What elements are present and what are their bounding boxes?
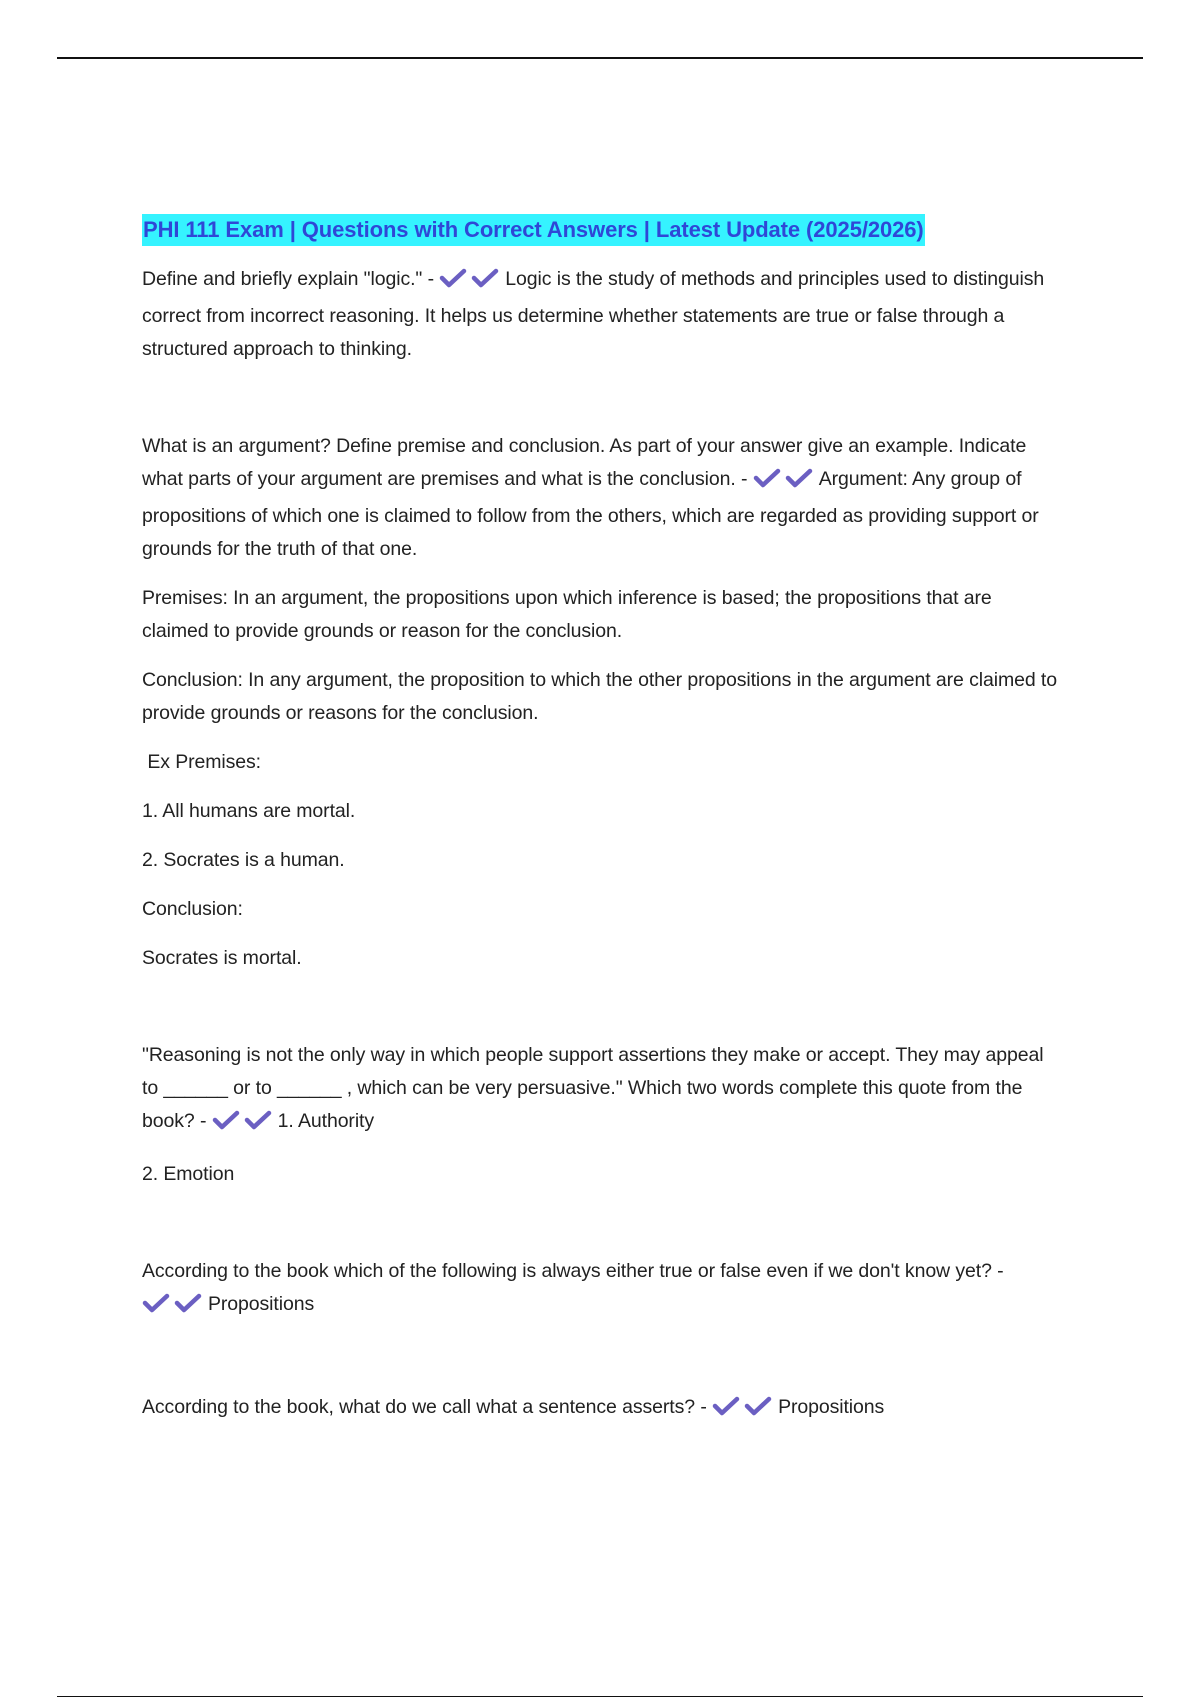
check-pair [439,267,503,300]
list-item: 1. All humans are mortal. [142,800,356,822]
answer-text: Propositions [778,1396,885,1418]
qa-item [142,430,1062,566]
check-pair [212,1109,276,1142]
checkmark-icon [744,1395,772,1417]
paragraph: Socrates is mortal. [142,947,302,969]
answer-text: Logic is the study of methods and principles used to distinguish correct from incorrect reasoning. It helps us determine whether statements are true or false through a structured approach to thinking. [142,268,1045,360]
question-text: According to the book which of the following is always either true or false even if we don't know yet? - [142,1260,1004,1282]
question-text: What is an argument? Define premise and conclusion. As part of your answer give an example. Indicate what parts of your argument are premises and what is the conclusion. - [142,435,1027,490]
header-rule [57,57,1143,59]
paragraph: Ex Premises: [142,751,261,773]
document-body [142,214,1062,1428]
question-text: "Reasoning is not the only way in which people support assertions they make or accept. They may appeal to ______ or to ______ , which can be very persuasive." Which two words complete this quote from the book? - [142,1044,1044,1132]
checkmark-icon [212,1109,240,1131]
check-pair [142,1292,206,1325]
document-title: PHI 111 Exam | Questions with Correct Answers | Latest Update (2025/2026) [142,214,925,246]
question-text: Define and briefly explain "logic." - [142,268,434,290]
qa-item [142,1255,1062,1325]
list-item: 2. Socrates is a human. [142,849,345,871]
checkmark-icon [244,1109,272,1131]
qa-item [142,1391,1062,1428]
checkmark-icon [471,267,499,289]
checkmark-icon [712,1395,740,1417]
checkmark-icon [439,267,467,289]
qa-item [142,263,1062,366]
answer-text: Propositions [208,1293,315,1315]
footer-rule [57,1696,1143,1697]
checkmark-icon [174,1292,202,1314]
checkmark-icon [753,467,781,489]
list-item: 2. Emotion [142,1163,235,1185]
check-pair [753,467,817,500]
question-text: According to the book, what do we call what a sentence asserts? - [142,1396,707,1418]
answer-text: Argument: Any group of propositions of which one is claimed to follow from the others, which are regarded as providing support or grounds for the truth of that one. [142,468,1039,560]
check-pair [712,1395,776,1428]
paragraph: Premises: In an argument, the propositions upon which inference is based; the propositions that are claimed to provide grounds or reason for the conclusion. [142,587,992,642]
paragraph: Conclusion: [142,898,243,920]
checkmark-icon [785,467,813,489]
qa-item [142,1039,1062,1142]
answer-text: 1. Authority [277,1110,375,1132]
checkmark-icon [142,1292,170,1314]
paragraph: Conclusion: In any argument, the proposition to which the other propositions in the argument are claimed to provide grounds or reasons for the conclusion. [142,669,1057,724]
